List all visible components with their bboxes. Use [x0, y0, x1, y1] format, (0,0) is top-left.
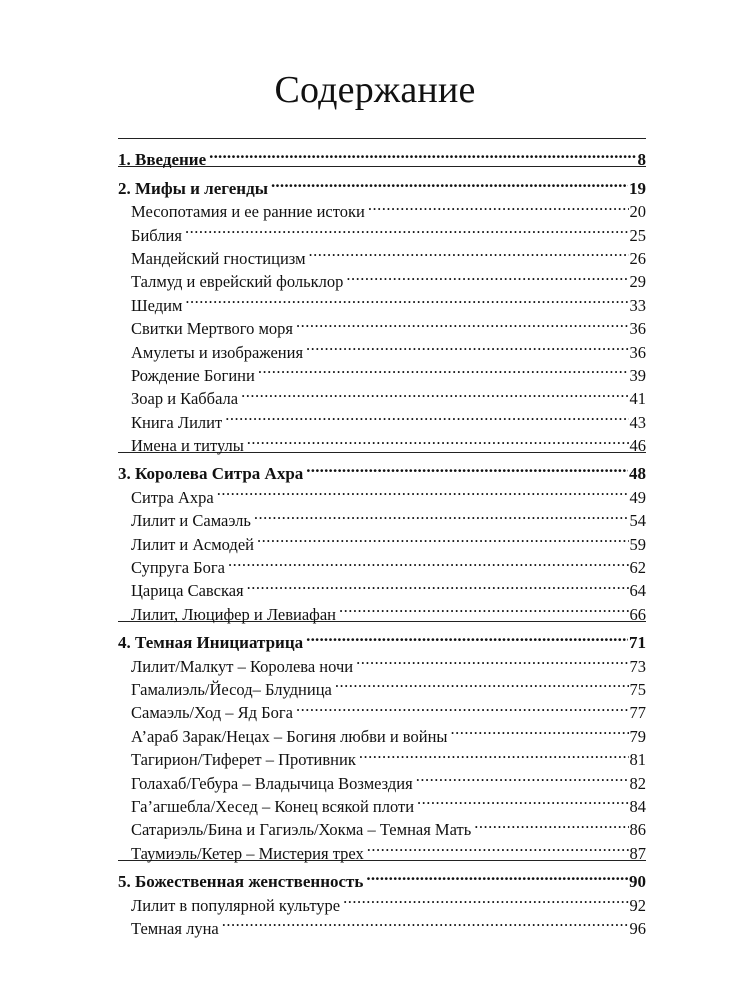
toc-chapter-section	[118, 621, 646, 863]
dot-leader	[183, 217, 629, 240]
subsection-title: Га’агшебла/Хесед – Конец всякой плоти	[131, 796, 415, 816]
dot-leader	[255, 526, 629, 549]
dot-leader	[354, 648, 628, 671]
toc-chapter-section	[118, 166, 646, 456]
chapter-title: 5. Божественная женственность	[118, 872, 364, 892]
dot-leader	[252, 503, 629, 526]
dot-leader	[472, 812, 628, 835]
subsection-title: Ситра Ахра	[131, 487, 214, 507]
subsection-title: Таумиэль/Кетер – Мистерия трех	[131, 843, 364, 863]
toc-chapter-section	[118, 452, 646, 624]
subsection-page-number: 59	[629, 534, 646, 554]
dot-leader	[220, 911, 629, 934]
subsection-title: Лилит/Малкут – Королева ночи	[131, 656, 354, 676]
subsection-page-number: 73	[629, 656, 646, 676]
subsection-title: Зоар и Каббала	[131, 389, 239, 409]
dot-leader	[269, 170, 628, 193]
subsection-page-number: 92	[629, 895, 646, 915]
toc-chapter-entry[interactable]	[118, 142, 646, 170]
chapter-page-number: 71	[629, 633, 646, 653]
subsection-title: Свитки Мертвого моря	[131, 319, 294, 339]
chapter-title: 4. Темная Инициатрица	[118, 633, 304, 653]
subsection-title: Тагирион/Тиферет – Противник	[131, 750, 356, 770]
subsection-page-number: 29	[629, 272, 646, 292]
subsection-title: Мандейский гностицизм	[131, 248, 306, 268]
dot-leader	[307, 241, 629, 264]
chapter-title: 1. Введение	[118, 150, 207, 170]
subsection-title: Рождение Богини	[131, 365, 255, 385]
page-title: Содержание	[274, 69, 476, 111]
toc-chapter-section	[118, 138, 646, 170]
subsection-page-number: 41	[629, 389, 646, 409]
subsection-page-number: 54	[629, 511, 646, 531]
dot-leader	[183, 287, 628, 310]
dot-leader	[341, 887, 628, 910]
subsection-page-number: 87	[629, 843, 646, 863]
chapter-page-number: 90	[629, 872, 646, 892]
dot-leader	[333, 672, 629, 695]
dot-leader	[223, 404, 628, 427]
subsection-page-number: 33	[629, 295, 646, 315]
dot-leader	[294, 695, 629, 718]
subsection-title: Лилит и Асмодей	[131, 534, 254, 554]
subsection-title: Амулеты и изображения	[131, 342, 304, 362]
toc-subsection-entry[interactable]	[118, 311, 646, 339]
subsection-title: Самаэль/Ход – Яд Бога	[131, 703, 293, 723]
subsection-page-number: 62	[629, 558, 646, 578]
dot-leader	[207, 142, 636, 165]
dot-leader	[344, 264, 628, 287]
toc-chapter-entry[interactable]	[118, 864, 646, 892]
subsection-page-number: 39	[629, 365, 646, 385]
dot-leader	[364, 864, 628, 887]
subsection-page-number: 46	[629, 436, 646, 456]
chapter-page-number: 19	[629, 178, 646, 198]
dot-leader	[294, 311, 628, 334]
dot-leader	[304, 456, 628, 479]
dot-leader	[304, 334, 628, 357]
subsection-page-number: 43	[629, 412, 646, 432]
subsection-page-number: 96	[629, 918, 646, 938]
dot-leader	[415, 789, 628, 812]
subsection-title: А’араб Зарак/Нецах – Богиня любви и войны	[131, 726, 448, 746]
table-of-contents	[118, 138, 646, 938]
subsection-page-number: 26	[629, 248, 646, 268]
subsection-title: Лилит в популярной культуре	[131, 895, 341, 915]
dot-leader	[245, 573, 629, 596]
subsection-title: Сатариэль/Бина и Гагиэль/Хокма – Темная Мать	[131, 820, 472, 840]
subsection-page-number: 36	[629, 319, 646, 339]
chapter-title: 3. Королева Ситра Ахра	[118, 464, 304, 484]
toc-chapter-entry[interactable]	[118, 456, 646, 484]
subsection-page-number: 86	[629, 820, 646, 840]
subsection-page-number: 77	[629, 703, 646, 723]
subsection-page-number: 36	[629, 342, 646, 362]
chapter-page-number: 8	[637, 150, 646, 170]
dot-leader	[239, 381, 628, 404]
dot-leader	[304, 625, 628, 648]
toc-subsection-entry[interactable]	[118, 241, 646, 268]
dot-leader	[365, 835, 629, 858]
subsection-title: Гамалиэль/Йесод– Блудница	[131, 679, 332, 699]
dot-leader	[245, 428, 629, 451]
subsection-page-number: 20	[629, 202, 646, 222]
subsection-title: Супруга Бога	[131, 558, 225, 578]
subsection-title: Талмуд и еврейский фольклор	[131, 272, 344, 292]
toc-chapter-section	[118, 860, 646, 938]
subsection-page-number: 79	[629, 726, 646, 746]
dot-leader	[448, 718, 628, 741]
subsection-title: Лилит, Люцифер и Левиафан	[131, 604, 337, 624]
subsection-title: Голахаб/Гебура – Владычица Возмездия	[131, 773, 413, 793]
subsection-title: Лилит и Самаэль	[131, 511, 251, 531]
subsection-page-number: 82	[629, 773, 646, 793]
dot-leader	[256, 358, 629, 381]
subsection-page-number: 75	[629, 679, 646, 699]
dot-leader	[337, 596, 628, 619]
toc-subsection-entry[interactable]	[118, 287, 646, 315]
chapter-page-number: 48	[629, 464, 646, 484]
subsection-title: Темная луна	[131, 918, 219, 938]
subsection-title: Царица Савская	[131, 581, 244, 601]
subsection-page-number: 66	[629, 604, 646, 624]
subsection-title: Шедим	[131, 295, 183, 315]
chapter-title: 2. Мифы и легенды	[118, 178, 268, 198]
toc-subsection-entry[interactable]	[118, 217, 646, 245]
dot-leader	[414, 765, 629, 788]
subsection-page-number: 25	[629, 225, 646, 245]
subsection-page-number: 64	[629, 581, 646, 601]
dot-leader	[215, 479, 629, 502]
subsection-title: Имена и титулы	[131, 436, 244, 456]
toc-chapter-entry[interactable]	[118, 170, 646, 198]
subsection-title: Месопотамия и ее ранние истоки	[131, 202, 365, 222]
toc-chapter-entry[interactable]	[118, 625, 646, 653]
subsection-page-number: 49	[629, 487, 646, 507]
subsection-title: Библия	[131, 225, 182, 245]
dot-leader	[226, 550, 629, 573]
dot-leader	[357, 742, 629, 765]
subsection-page-number: 81	[629, 750, 646, 770]
dot-leader	[366, 194, 629, 217]
subsection-title: Книга Лилит	[131, 412, 223, 432]
subsection-page-number: 84	[629, 796, 646, 816]
